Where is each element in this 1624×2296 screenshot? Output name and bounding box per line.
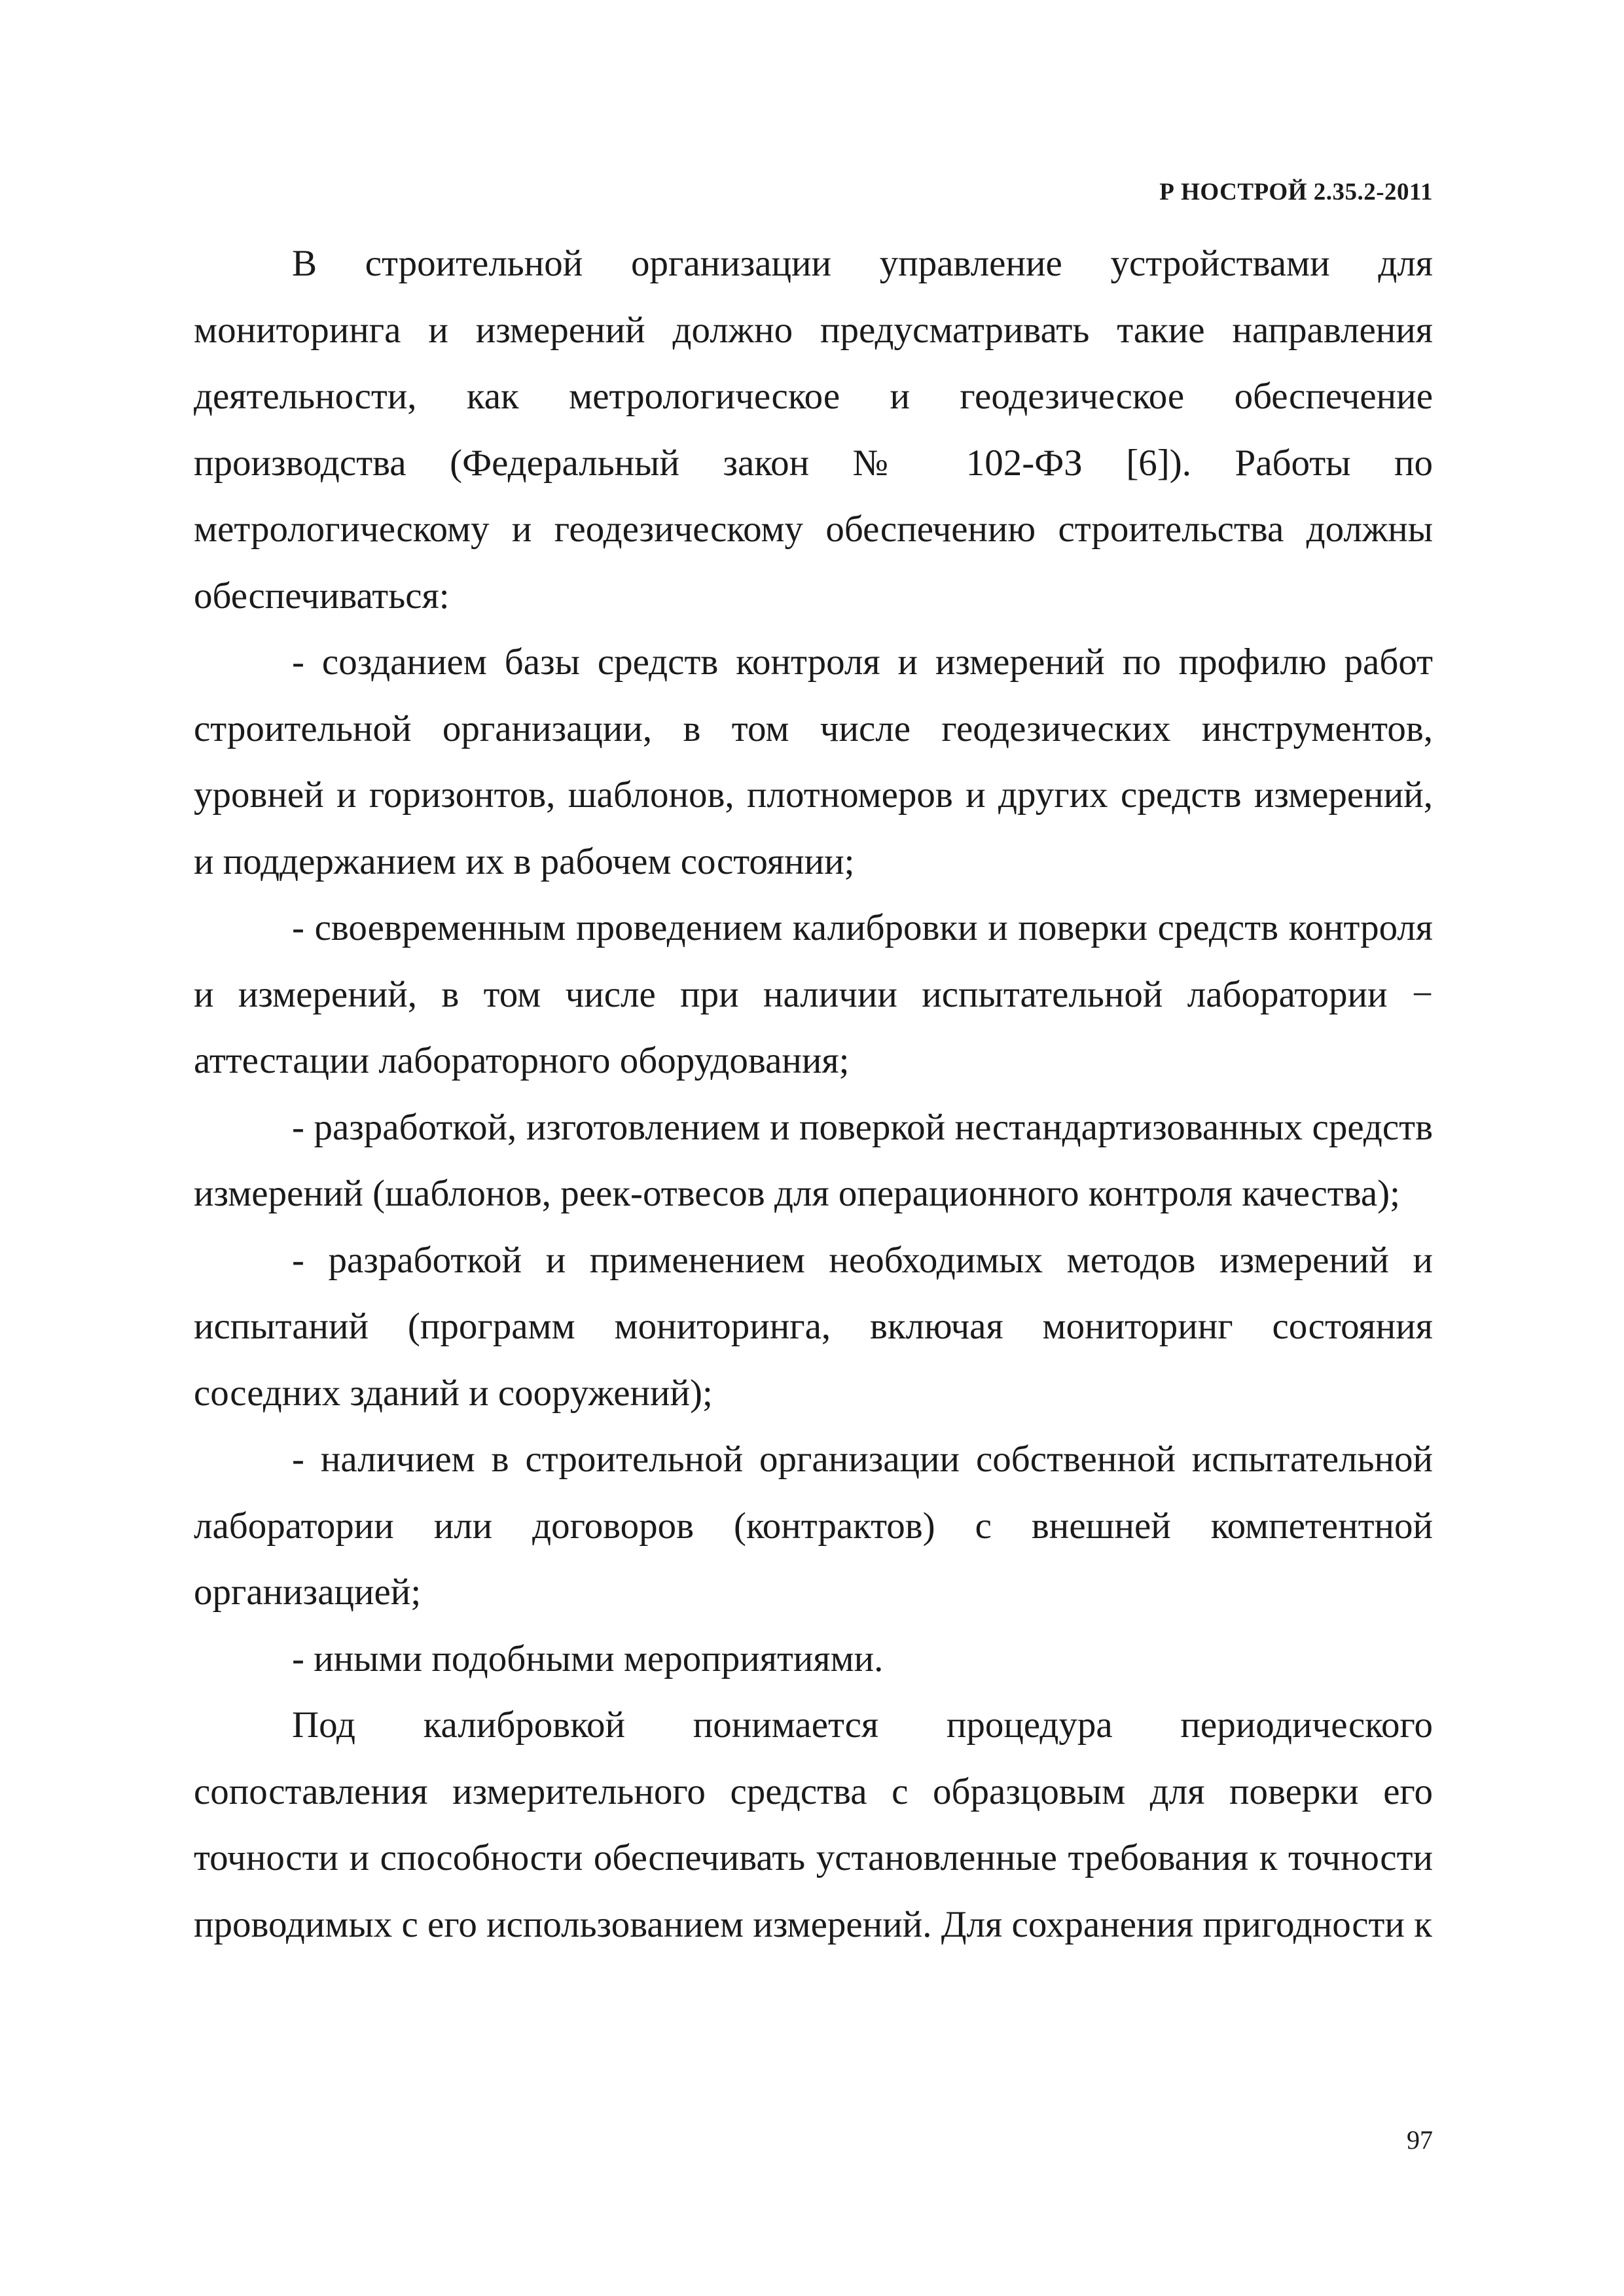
document-code-header: Р НОСТРОЙ 2.35.2-2011 [1159, 179, 1433, 206]
paragraph-intro: В строительной организации управление устройствами для мониторинга и измерений должно предусматривать такие направления деятельности, как метрологическое и геодезическое обеспечение производства (Федеральный закон № 102-ФЗ [6]). Работы по метрологическому и геодезическому обеспечению строительства должны обеспечиваться: [194, 243, 1433, 617]
list-item: - иными подобными мероприятиями. [292, 1638, 884, 1679]
page-number: 97 [1407, 2125, 1433, 2155]
list-item: - наличием в строительной организации собственной испытательной лаборатории или договоров (контрактов) с внешней компетентной организацией; [194, 1439, 1433, 1613]
list-item: - созданием базы средств контроля и измерений по профилю работ строительной организации, в том числе геодезических инструментов, уровней и горизонтов, шаблонов, плотномеров и других средств измерений, и поддержанием их в рабочем состоянии; [194, 641, 1433, 882]
list-item: - разработкой, изготовлением и поверкой нестандартизованных средств измерений (шаблонов, реек-отвесов для операционного контроля качества); [194, 1106, 1433, 1214]
list-item: - своевременным проведением калибровки и поверки средств контроля и измерений, в том числе при наличии испытательной лаборатории − аттестации лабораторного оборудования; [194, 907, 1433, 1081]
body-text [194, 230, 1433, 1958]
paragraph-calibration: Под калибровкой понимается процедура периодического сопоставления измерительного средства с образцовым для поверки его точности и способности обеспечивать установленные требования к точности проводимых с его использованием измерений. Для сохранения пригодности к [194, 1704, 1433, 1945]
list-item: - разработкой и применением необходимых методов измерений и испытаний (программ мониторинга, включая мониторинг состояния соседних зданий и сооружений); [194, 1239, 1433, 1414]
